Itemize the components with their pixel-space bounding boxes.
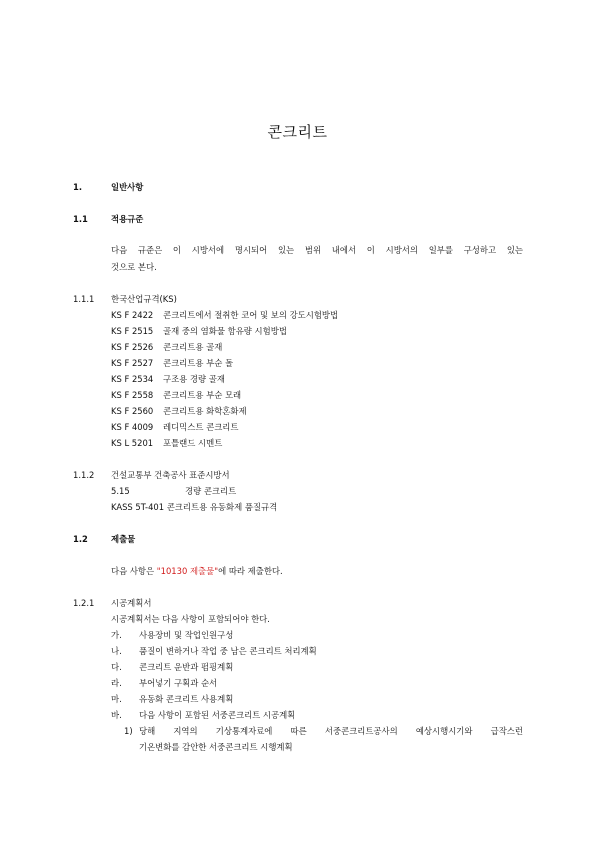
sub-list-item-line-1: 당해 지역의 기상통계자료에 따른 서중콘크리트공사의 예상시행시기와 급작스런 [139, 726, 523, 736]
body-suffix: 에 따라 제출한다. [218, 566, 283, 576]
section-1-2-body [111, 566, 283, 576]
list-marker: 다. [111, 662, 122, 672]
list-item: 다음 사항이 포함된 서중콘크리트 시공계획 [139, 710, 296, 720]
standard-title: 콘크리트용 부순 돌 [163, 358, 234, 368]
section-1-1-number: 1.1 [73, 214, 88, 224]
standard-item [111, 326, 287, 336]
standard-title: 골재 중의 염화물 함유량 시험방법 [163, 326, 287, 336]
body-prefix: 다음 사항은 [111, 566, 157, 576]
standard-item [111, 374, 225, 384]
section-1-2-1-number: 1.2.1 [73, 598, 95, 608]
standard-title: 콘크리트용 화학혼화제 [163, 406, 247, 416]
list-item: 사용장비 및 작업인원구성 [139, 630, 234, 640]
standard-code: KS L 5201 [111, 438, 154, 448]
list-marker: 바. [111, 710, 122, 720]
section-1-2-1-intro: 시공계획서는 다음 사항이 포함되어야 한다. [111, 614, 270, 624]
standard-item [111, 406, 247, 416]
list-item: 품질이 변하거나 작업 중 남은 콘크리트 처리계획 [139, 646, 317, 656]
list-marker: 마. [111, 694, 122, 704]
section-1-number: 1. [73, 182, 83, 192]
list-marker: 가. [111, 630, 122, 640]
list-marker: 라. [111, 678, 122, 688]
spec-kass-line: KASS 5T-401 콘크리트용 유동화제 품질규격 [111, 502, 278, 512]
standard-code: KS F 4009 [111, 422, 154, 432]
standard-code: KS F 2558 [111, 390, 154, 400]
standard-item [111, 422, 238, 432]
standard-title: 콘크리트용 골재 [163, 342, 223, 352]
list-item: 유동화 콘크리트 사용계획 [139, 694, 234, 704]
section-1-1-1-heading: 한국산업규격(KS) [111, 294, 177, 304]
standard-item [111, 390, 241, 400]
standard-title: 콘크리트에서 절취한 코어 및 보의 강도시험방법 [163, 310, 339, 320]
section-1-heading: 일반사항 [111, 182, 144, 192]
standard-code: KS F 2422 [111, 310, 154, 320]
standard-title: 레디믹스트 콘크리트 [163, 422, 239, 432]
list-item: 콘크리트 운반과 펌핑계획 [139, 662, 234, 672]
standard-code: KS F 2527 [111, 358, 154, 368]
spec-item [111, 486, 236, 496]
standard-title: 구조용 경량 골재 [163, 374, 225, 384]
section-1-2-number: 1.2 [73, 534, 88, 544]
standard-title: 콘크리트용 부순 모래 [163, 390, 242, 400]
standard-code: KS F 2526 [111, 342, 154, 352]
list-marker: 나. [111, 646, 122, 656]
section-1-2-1-heading: 시공계획서 [111, 598, 152, 608]
standard-item [111, 310, 338, 320]
standard-title: 포틀랜드 시멘트 [163, 438, 223, 448]
section-1-1-heading: 적용규준 [111, 214, 144, 224]
section-1-1-1-number: 1.1.1 [73, 294, 95, 304]
standard-code: KS F 2560 [111, 406, 154, 416]
spec-code: 5.15 [111, 486, 130, 496]
standard-item [111, 358, 233, 368]
list-item: 부어넣기 구획과 순서 [139, 678, 218, 688]
sub-list-marker: 1) [124, 726, 133, 736]
sub-list-item-line-2: 기온변화를 감안한 서중콘크리트 시행계획 [139, 742, 293, 752]
section-1-1-2-number: 1.1.2 [73, 470, 95, 480]
section-1-2-heading: 제출물 [111, 534, 136, 544]
section-1-1-body-line-2: 것으로 본다. [111, 262, 157, 272]
standard-code: KS F 2515 [111, 326, 154, 336]
submittals-reference: "10130 제출물" [156, 566, 219, 576]
section-1-1-2-heading: 건설교통부 건축공사 표준시방서 [111, 470, 230, 480]
standard-code: KS F 2534 [111, 374, 154, 384]
standard-item [111, 438, 222, 448]
spec-title: 경량 콘크리트 [185, 486, 237, 496]
section-1-1-body-line-1: 다음 규준은 이 시방서에 명시되어 있는 범위 내에서 이 시방서의 일부를 구성하고 있는 [111, 245, 523, 255]
page-title: 콘크리트 [267, 123, 328, 141]
standard-item [111, 342, 222, 352]
